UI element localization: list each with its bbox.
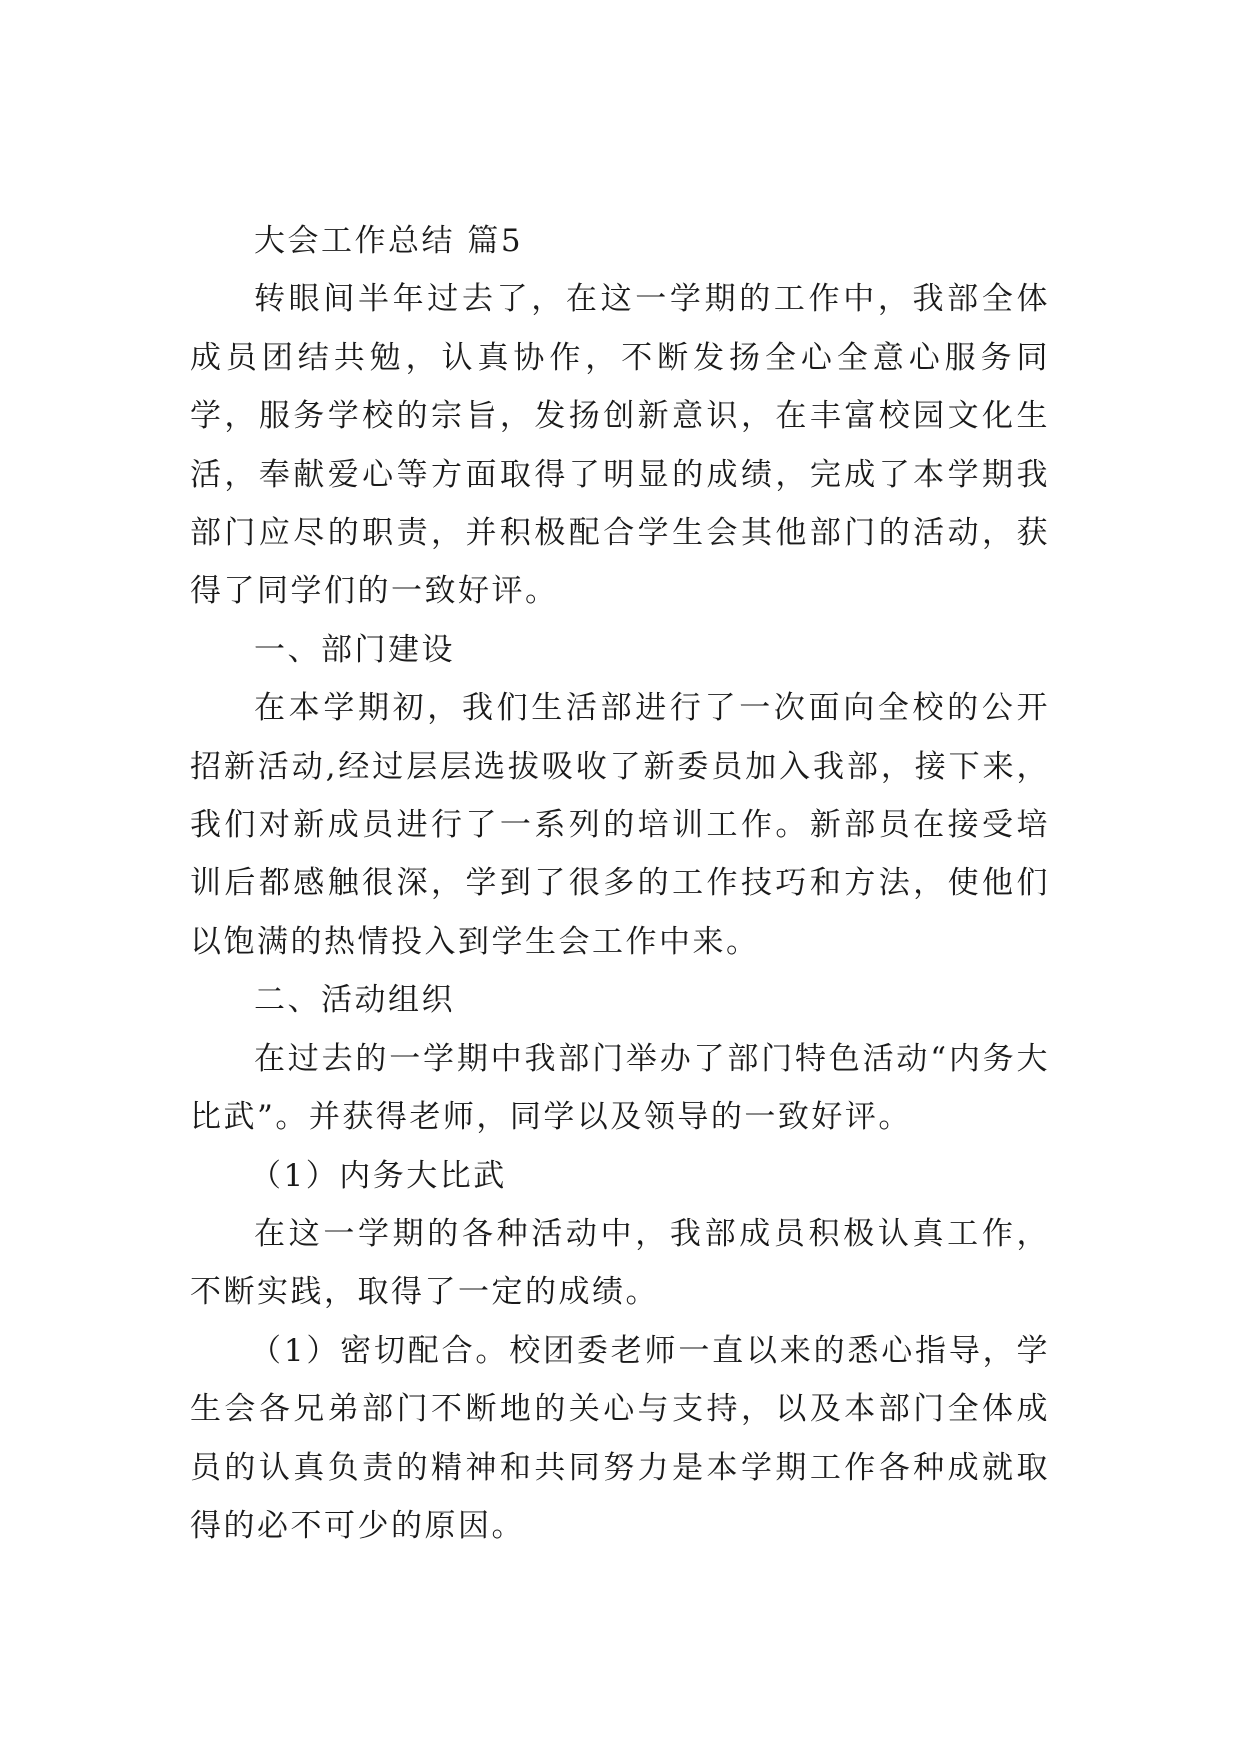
paragraph-intro: 转眼间半年过去了，在这一学期的工作中，我部全体成员团结共勉，认真协作，不断发扬全心全意心服务同学，服务学校的宗旨，发扬创新意识，在丰富校园文化生活，奉献爱心等方面取得了明显的成绩，完成了本学期我部门应尽的职责，并积极配合学生会其他部门的活动，获得了同学们的一致好评。 (190, 281, 1050, 610)
paragraph-achievements: 在这一学期的各种活动中，我部成员积极认真工作，不断实践，取得了一定的成绩。 (190, 1215, 1050, 1311)
subheading-housekeeping-contest: （1）内务大比武 (250, 1157, 507, 1194)
paragraph-cooperation: （1）密切配合。校团委老师一直以来的悉心指导，学生会各兄弟部门不断地的关心与支持，以及本部门全体成员的认真负责的精神和共同努力是本学期工作各种成就取得的必不可少的原因。 (190, 1332, 1050, 1544)
document-body (190, 212, 1050, 1555)
document-title: 大会工作总结 篇5 (254, 223, 524, 259)
paragraph-activities: 在过去的一学期中我部门举办了部门特色活动“内务大比武”。并获得老师，同学以及领导的一致好评。 (190, 1040, 1050, 1136)
section-heading-department: 一、部门建设 (254, 631, 455, 668)
paragraph-department: 在本学期初，我们生活部进行了一次面向全校的公开招新活动,经过层层选拔吸收了新委员加入我部，接下来，我们对新成员进行了一系列的培训工作。新部员在接受培训后都感触很深，学到了很多的工作技巧和方法，使他们以饱满的热情投入到学生会工作中来。 (190, 690, 1050, 960)
section-heading-activities: 二、活动组织 (254, 982, 455, 1019)
